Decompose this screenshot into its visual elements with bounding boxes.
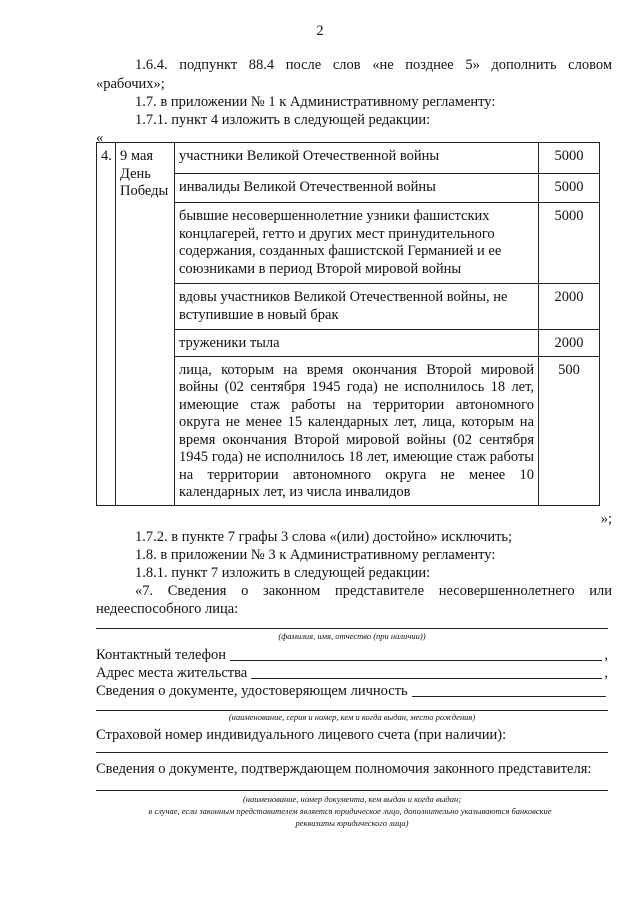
open-quote: «: [96, 130, 104, 146]
amount-value: 5000: [539, 143, 600, 174]
paragraph-7-line1: «7. Сведения о законном представителе несовершеннолетнего или: [135, 583, 612, 599]
category-text: бывшие несовершеннолетние узники фашистских концлагерей, гетто и других мест принудительного содержания, созданных фашистской Германией и ее союзниками в период Второй мировой войны: [175, 203, 539, 284]
paragraph-7-line2: недееспособного лица:: [96, 601, 239, 617]
caption-authority-1: (наименование, номер документа, кем выдан и когда выдан;: [242, 794, 462, 804]
label-id-doc: Сведения о документе, удостоверяющем личность: [96, 683, 408, 699]
snils-blank-line[interactable]: [96, 752, 608, 753]
paragraph-1-7-1: 1.7.1. пункт 4 изложить в следующей редакции:: [135, 112, 431, 128]
caption-fio: (фамилия, имя, отчество (при наличии)): [278, 631, 426, 641]
paragraph-1-6-4-line1: 1.6.4. подпункт 88.4 после слов «не позднее 5» дополнить словом: [135, 57, 612, 73]
caption-id-doc: (наименование, серия и номер, кем и когда выдан, место рождения): [228, 712, 476, 722]
page-number: 2: [316, 23, 324, 39]
category-text: труженики тыла: [175, 330, 539, 357]
phone-row: [96, 646, 608, 664]
label-snils: Страховой номер индивидуального лицевого счета (при наличии):: [96, 727, 507, 743]
paragraph-1-7-2: 1.7.2. в пункте 7 графы 3 слова «(или) достойно» исключить;: [135, 529, 513, 545]
id-doc-blank-line-2[interactable]: [96, 710, 608, 711]
address-blank-line[interactable]: [251, 678, 602, 679]
caption-authority-2: в случае, если законным представителем является юридическое лицо, дополнительно указываются банковские: [148, 806, 552, 816]
table-row: [97, 143, 600, 174]
address-row: [96, 664, 608, 682]
paragraph-1-6-4-line2: «рабочих»;: [96, 76, 165, 92]
comma: ,: [604, 647, 608, 663]
holiday-date: 9 мая День Победы: [116, 143, 175, 506]
amount-value: 5000: [539, 174, 600, 203]
id-doc-row: [96, 682, 608, 700]
label-authority-doc: Сведения о документе, подтверждающем полномочия законного представителя:: [96, 761, 592, 777]
amount-value: 2000: [539, 284, 600, 330]
fio-blank-line[interactable]: [96, 628, 608, 629]
item-number: 4.: [97, 143, 116, 506]
label-address: Адрес места жительства: [96, 665, 248, 681]
authority-blank-line[interactable]: [96, 790, 608, 791]
amount-value: 2000: [539, 330, 600, 357]
id-doc-blank-line[interactable]: [412, 696, 606, 697]
category-text: инвалиды Великой Отечественной войны: [175, 174, 539, 203]
category-text: участники Великой Отечественной войны: [175, 143, 539, 174]
paragraph-1-8: 1.8. в приложении № 3 к Административному регламенту:: [135, 547, 496, 563]
comma: ,: [604, 665, 608, 681]
benefits-table: [96, 142, 600, 506]
phone-blank-line[interactable]: [230, 660, 602, 661]
category-text: лица, которым на время окончания Второй мировой войны (02 сентября 1945 года) не исполнилось 18 лет, имеющие стаж работы на территории автономного округа не менее 15 календарных лет, лица, которым на время окончания Второй мировой войны (02 сентября 1945 года) не исполнилось 18 лет, имеющие стаж работы на территории автономного округа не менее 10 календарных лет, из числа инвалидов: [175, 356, 539, 505]
amount-value: 500: [539, 356, 600, 505]
close-quote: »;: [600, 511, 612, 527]
amount-value: 5000: [539, 203, 600, 284]
label-phone: Контактный телефон: [96, 647, 227, 663]
paragraph-1-8-1: 1.8.1. пункт 7 изложить в следующей редакции:: [135, 565, 431, 581]
caption-authority-3: реквизиты юридического лица): [295, 818, 409, 828]
category-text: вдовы участников Великой Отечественной войны, не вступившие в новый брак: [175, 284, 539, 330]
paragraph-1-7: 1.7. в приложении № 1 к Административному регламенту:: [135, 94, 496, 110]
